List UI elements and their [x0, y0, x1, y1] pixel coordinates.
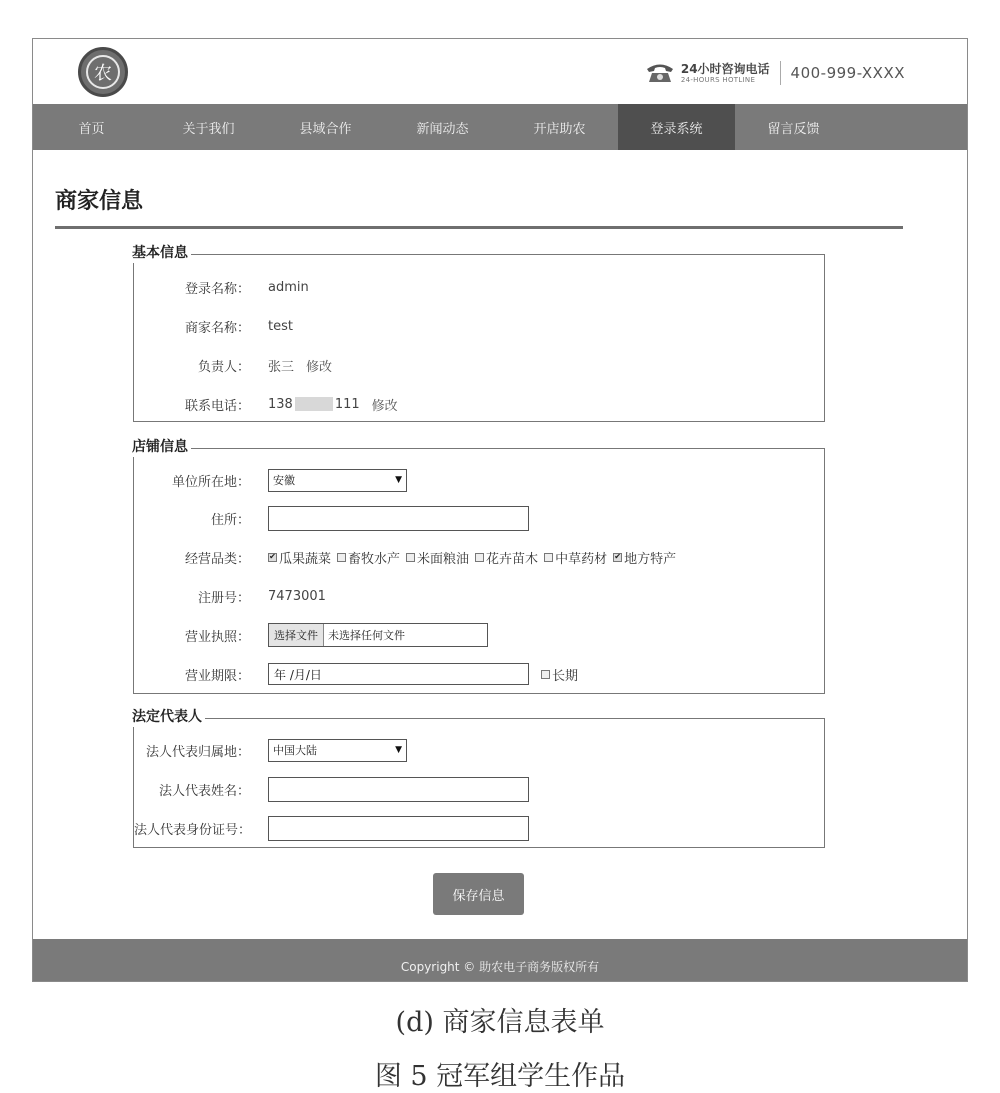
edit-person-link[interactable]: 修改 [306, 359, 333, 375]
legal-id-input[interactable] [268, 816, 529, 841]
nav-item-open-shop[interactable]: 开店助农 [533, 121, 586, 137]
license-row [134, 622, 824, 648]
nav-item-login[interactable]: 登录系统 [618, 104, 735, 150]
license-label: 营业执照： [184, 629, 250, 645]
merchant-name-value: test [268, 318, 293, 334]
location-label: 单位所在地： [171, 474, 250, 490]
location-selected: 安徽 [273, 474, 295, 487]
nav-item-feedback[interactable]: 留言反馈 [767, 121, 820, 137]
category-option-label: 花卉苗木 [486, 551, 539, 567]
nav-item-about[interactable]: 关于我们 [182, 121, 235, 137]
reg-number-label: 注册号： [197, 590, 250, 606]
basic-info-legend: 基本信息 [132, 243, 191, 263]
category-option-label: 中草药材 [555, 551, 608, 567]
edit-phone-link[interactable]: 修改 [371, 398, 398, 414]
phone-value [268, 397, 360, 412]
hotline-divider [780, 61, 781, 85]
legal-id-row [134, 815, 824, 841]
reg-number-row [134, 583, 824, 609]
legal-region-select[interactable] [268, 739, 407, 762]
term-row [134, 661, 824, 687]
login-name-value: admin [268, 279, 309, 295]
page-title: 商家信息 [55, 189, 144, 214]
legal-region-selected: 中国大陆 [273, 744, 317, 757]
logo-mark: 农 [86, 55, 120, 89]
reg-number-value: 7473001 [268, 588, 326, 604]
site-header [33, 39, 967, 104]
checkbox-icon [475, 553, 484, 562]
nav-item-news[interactable]: 新闻动态 [416, 121, 469, 137]
dropdown-arrow-icon: ▼ [395, 745, 402, 755]
address-input[interactable] [268, 506, 529, 531]
title-divider [55, 226, 903, 229]
phone-label: 联系电话： [184, 398, 250, 414]
location-row [134, 467, 824, 493]
basic-info-fieldset [132, 245, 825, 422]
hotline-cn: 24小时咨询电话 [680, 61, 770, 76]
term-label: 营业期限： [184, 668, 250, 684]
location-select[interactable] [268, 469, 407, 492]
category-option-label: 米面粮油 [417, 551, 470, 567]
category-checkbox[interactable] [406, 548, 469, 567]
dropdown-arrow-icon: ▼ [395, 475, 402, 485]
category-checkbox[interactable] [337, 548, 400, 567]
phone-suffix: 111 [334, 396, 360, 412]
checkbox-icon [541, 670, 550, 679]
legal-name-row [134, 776, 824, 802]
phone-mask [295, 397, 333, 411]
long-term-label: 长期 [552, 668, 579, 684]
legal-id-label: 法人代表身份证号： [134, 822, 252, 838]
login-name-row [134, 274, 824, 300]
hotline-text [681, 63, 770, 84]
category-checkbox[interactable] [475, 548, 538, 567]
category-checkbox[interactable] [613, 548, 676, 567]
legal-rep-legend: 法定代表人 [132, 707, 205, 727]
person-in-charge-label: 负责人： [197, 359, 250, 375]
browser-frame [32, 38, 968, 982]
figure-subcaption: (d) 商家信息表单 [395, 1007, 605, 1038]
long-term-checkbox[interactable] [541, 665, 578, 684]
file-status: 未选择任何文件 [328, 629, 405, 642]
merchant-name-label: 商家名称： [184, 320, 250, 336]
category-option-label: 瓜果蔬菜 [279, 551, 332, 567]
site-logo[interactable] [78, 47, 128, 97]
term-date-input[interactable]: 年 /月/日 [268, 663, 529, 685]
checkbox-icon [544, 553, 553, 562]
shop-info-legend: 店铺信息 [132, 437, 191, 457]
nav-item-county[interactable]: 县域合作 [299, 121, 352, 137]
person-in-charge-row [134, 352, 824, 378]
phone-row [134, 391, 824, 417]
merchant-name-row [134, 313, 824, 339]
shop-info-fieldset [132, 439, 825, 694]
choose-file-button[interactable]: 选择文件 [269, 624, 324, 646]
category-checkbox[interactable] [544, 548, 607, 567]
category-label: 经营品类： [184, 551, 250, 567]
legal-name-label: 法人代表姓名： [158, 783, 250, 799]
legal-rep-fieldset [132, 709, 825, 848]
main-nav [33, 104, 967, 150]
hotline [645, 57, 905, 89]
figure-caption: 图 5 冠军组学生作品 [374, 1061, 626, 1092]
nav-item-home[interactable]: 首页 [78, 121, 105, 137]
category-option-label: 畜牧水产 [348, 551, 401, 567]
hotline-number: 400-999-XXXX [790, 64, 905, 82]
legal-region-row [134, 737, 824, 763]
login-name-label: 登录名称： [184, 281, 250, 297]
telephone-icon [645, 62, 675, 84]
checkbox-checked-icon: ✔ [269, 552, 276, 561]
category-option-label: 地方特产 [624, 551, 677, 567]
checkbox-checked-icon: ✔ [614, 552, 621, 561]
category-checkbox[interactable] [268, 548, 331, 567]
site-footer: Copyright © 助农电子商务版权所有 [33, 939, 967, 981]
license-file-input[interactable] [268, 623, 488, 647]
hotline-en: 24-HOURS HOTLINE [680, 75, 756, 84]
checkbox-icon [337, 553, 346, 562]
category-checkboxes [268, 548, 682, 567]
legal-region-label: 法人代表归属地： [145, 744, 250, 760]
phone-prefix: 138 [268, 396, 293, 412]
save-button[interactable]: 保存信息 [433, 873, 524, 915]
address-label: 住所： [210, 512, 250, 528]
person-in-charge-value: 张三 [268, 359, 295, 375]
checkbox-icon [406, 553, 415, 562]
legal-name-input[interactable] [268, 777, 529, 802]
address-row [134, 505, 824, 531]
category-row [134, 544, 824, 570]
